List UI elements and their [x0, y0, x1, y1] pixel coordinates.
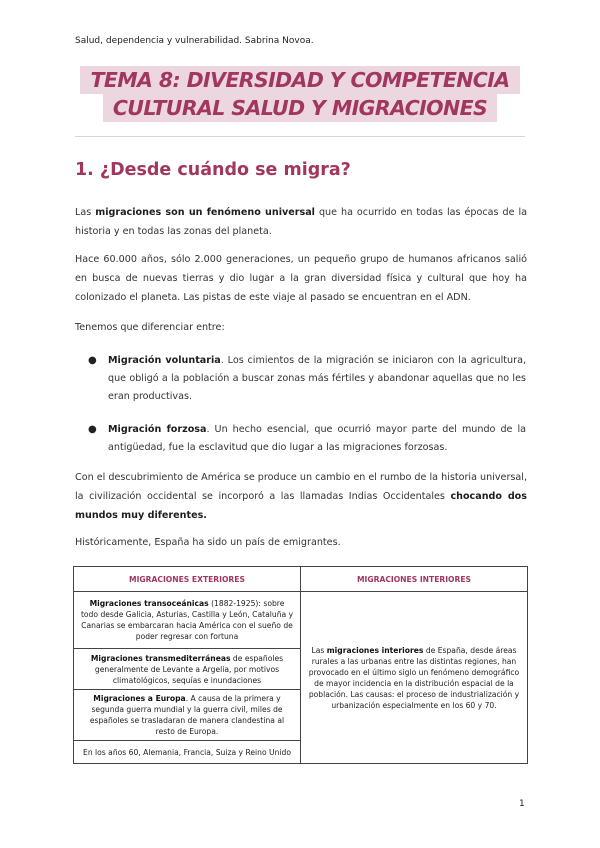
running-header: Salud, dependencia y vulnerabilidad. Sabrina Novoa. [75, 36, 314, 46]
bullet-1-text: . Los cimientos de la migración se iniciaron con la agricultura, que obligó a la población a buscar zonas más fértiles y abandonar aquellas que no les eran productivas. [108, 355, 526, 402]
interiores-text-post: de España, desde áreas rurales a las urbanas entre las distintas regiones, han provocado en el último siglo un fenómeno demográfico de mayor incidencia en la distribución espacial de la población. Las causas: el proceso de industrialización y urbanización especialmente en los 60 y 70. [308, 645, 520, 710]
bullet-icon: ● [88, 424, 97, 435]
bullet-1-bold: Migración voluntaria [108, 355, 221, 366]
p4-text-pre: Con el descubrimiento de América se produce un cambio en el rumbo de la historia universal, la civilización occidental se incorporó a las llamadas Indias Occidentales [75, 472, 527, 502]
cell-1-text: (1882-1925): sobre todo desde Galicia, Asturias, Castilla y León, Cataluña y Canarias se embarcaran hacia América con el sueño de poder regresar con fortuna [80, 599, 294, 641]
cell-3-bold: Migraciones a Europa [93, 694, 186, 703]
paragraph-3: Tenemos que diferenciar entre: [75, 322, 225, 333]
paragraph-2: Hace 60.000 años, sólo 2.000 generaciones, un pequeño grupo de humanos africanos salió en busca de nuevas tierras y dio lugar a la gran diversidad física y cultural que hoy ha colonizado el planeta. Las pistas de este viaje al pasado se encuentran en el ADN. [75, 254, 527, 303]
bullet-icon: ● [88, 355, 97, 366]
p4-bold: chocando dos mundos muy diferentes. [75, 491, 527, 521]
p1-text-post: que ha ocurrido en todas las épocas de la historia y en todas las zonas del planeta. [75, 207, 527, 237]
cell-4-text: En los años 60, Alemania, Francia, Suiza y Reino Unido [83, 747, 291, 757]
title-block [0, 66, 600, 122]
bullet-item-voluntaria [88, 352, 526, 406]
cell-1-bold: Migraciones transoceánicas [89, 599, 209, 608]
p1-text-pre: Las [75, 207, 96, 218]
title-line-2: CULTURAL SALUD Y MIGRACIONES [103, 94, 497, 122]
paragraph-1 [75, 203, 527, 241]
paragraph-4 [75, 468, 527, 525]
page-number: 1 [519, 799, 525, 809]
cell-europa [74, 690, 301, 741]
cell-2-bold: Migraciones transmediterráneas [90, 653, 231, 663]
title-line-1: TEMA 8: DIVERSIDAD Y COMPETENCIA [80, 66, 519, 94]
section-heading: 1. ¿Desde cuándo se migra? [75, 160, 351, 180]
cell-2-text: de españoles generalmente de Levante a Argelia, por motivos climatológicos, sequías e inundaciones [94, 653, 284, 685]
interiores-bold: migraciones interiores [326, 645, 424, 655]
paragraph-5: Históricamente, España ha sido un país de emigrantes. [75, 537, 341, 548]
interiores-text-pre: Las [311, 645, 327, 655]
p1-bold: migraciones son un fenómeno universal [95, 207, 315, 218]
cell-anos-60 [74, 741, 301, 764]
header-exteriores: MIGRACIONES EXTERIORES [74, 567, 301, 592]
bullet-item-forzosa [88, 421, 526, 457]
cell-interiores [301, 592, 528, 764]
bullet-2-bold: Migración forzosa [108, 424, 207, 435]
migrations-table [73, 566, 528, 764]
header-interiores: MIGRACIONES INTERIORES [301, 567, 528, 592]
bullet-2-text: . Un hecho esencial, que ocurrió mayor parte del mundo de la antigüedad, fue la esclavitud que dio lugar a las migraciones forzosas. [108, 424, 527, 453]
bullet-list [88, 352, 526, 457]
cell-3-text: . A causa de la primera y segunda guerra mundial y la guerra civil, miles de españoles se trasladaran de manera clandestina al resto de Europa. [89, 694, 285, 736]
cell-transoceanicas [74, 592, 301, 649]
horizontal-rule [75, 136, 525, 137]
cell-transmediterraneas [74, 649, 301, 690]
